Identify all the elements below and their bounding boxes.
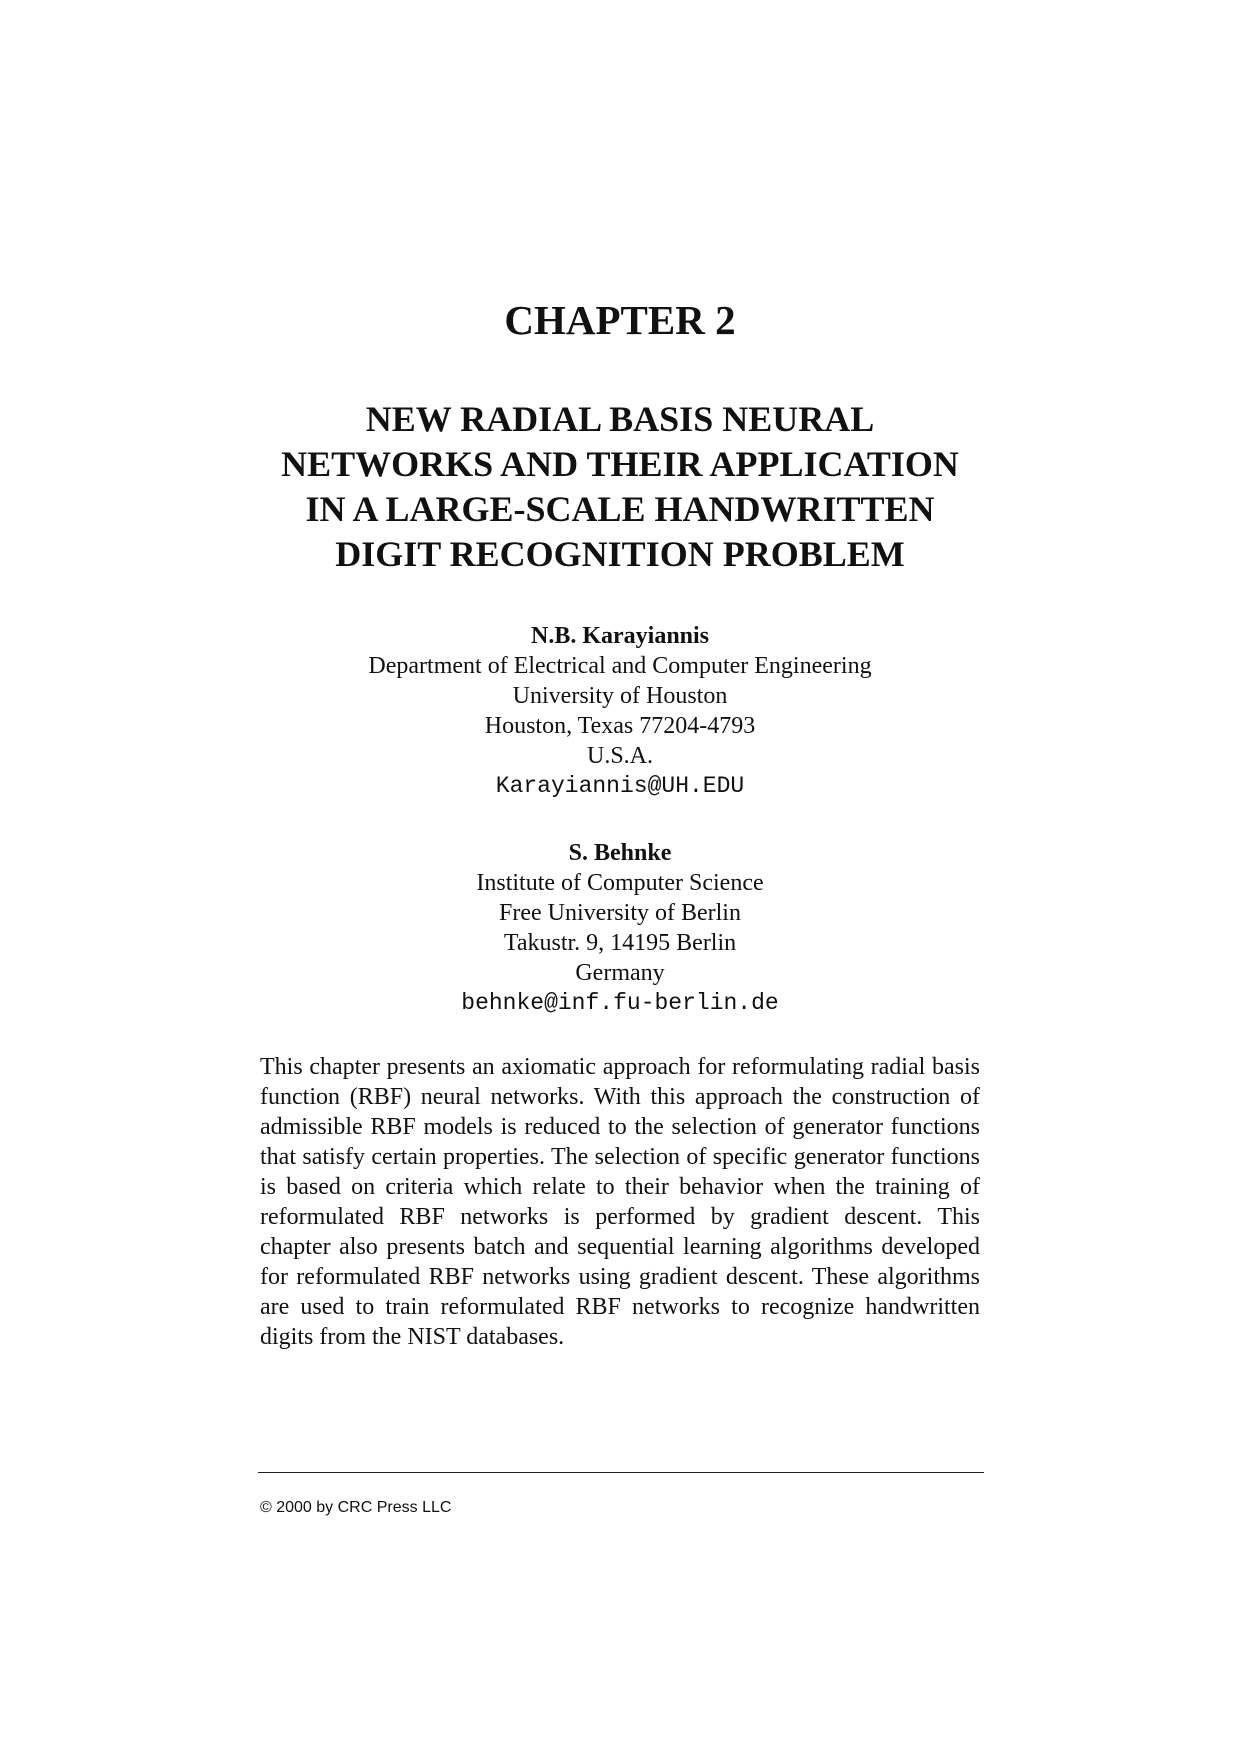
author-email: behnke@inf.fu-berlin.de xyxy=(461,990,779,1016)
author-block-behnke xyxy=(0,838,1240,1018)
author-name: N.B. Karayiannis xyxy=(530,623,710,649)
author-affiliation-line: University of Houston xyxy=(512,683,728,709)
chapter-title-line: NETWORKS AND THEIR APPLICATION xyxy=(281,444,959,484)
author-block-karayiannis xyxy=(0,621,1240,801)
author-affiliation-line: Institute of Computer Science xyxy=(476,870,764,896)
chapter-title-line: IN A LARGE-SCALE HANDWRITTEN xyxy=(305,489,935,529)
footer-rule xyxy=(258,1472,984,1473)
author-name: S. Behnke xyxy=(568,840,672,866)
author-affiliation-line: U.S.A. xyxy=(586,743,653,769)
author-affiliation-line: Takustr. 9, 14195 Berlin xyxy=(503,930,737,956)
abstract-paragraph: This chapter presents an axiomatic approach for reformulating radial basis function (RBF) neural networks. With this approach the construction of admissible RBF models is reduced to the selection of generator functions that satisfy certain properties. The selection of specific generator functions is based on criteria which relate to their behavior when the training of reformulated RBF networks is performed by gradient descent. This chapter also presents batch and sequential learning algorithms developed for reformulated RBF networks using gradient descent. These algorithms are used to train reformulated RBF networks to recognize handwritten digits from the NIST databases. xyxy=(260,1054,980,1350)
author-affiliation-line: Free University of Berlin xyxy=(499,900,741,926)
author-email: Karayiannis@UH.EDU xyxy=(495,773,745,799)
author-affiliation-line: Germany xyxy=(575,960,665,986)
chapter-title xyxy=(0,397,1240,577)
author-affiliation-line: Houston, Texas 77204-4793 xyxy=(484,713,756,739)
chapter-label: CHAPTER 2 xyxy=(504,297,736,343)
copyright-notice: © 2000 by CRC Press LLC xyxy=(260,1499,452,1516)
chapter-title-line: DIGIT RECOGNITION PROBLEM xyxy=(335,534,905,574)
chapter-title-line: NEW RADIAL BASIS NEURAL xyxy=(365,399,875,439)
author-affiliation-line: Department of Electrical and Computer Engineering xyxy=(368,653,872,679)
